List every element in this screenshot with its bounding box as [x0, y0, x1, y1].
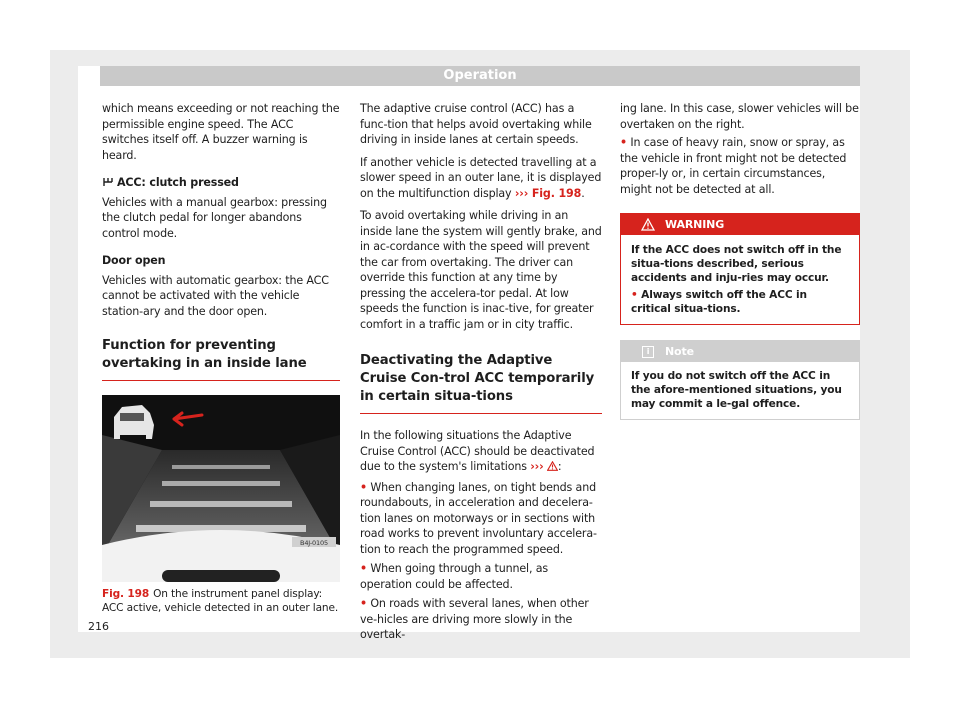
warning-box: [620, 213, 860, 325]
paragraph: [360, 428, 602, 475]
paragraph-text: If another vehicle is detected travelling at a slower speed in an outer lane, it is displayed on the multifunction display: [360, 155, 602, 200]
list-item-text: On roads with several lanes, when other ve-hicles are driving more slowly in the overtak-: [360, 597, 589, 641]
car-wheel-icon: [102, 177, 114, 187]
warning-triangle-icon: [547, 461, 558, 471]
page-header: Operation: [100, 66, 860, 86]
warning-list-item-text: Always switch off the ACC in critical situa-tions.: [631, 289, 807, 315]
figure-code: B4J-0105: [300, 539, 328, 547]
note-info-icon: i: [642, 346, 654, 358]
warning-text: If the ACC does not switch off in the situa-tions described, serious accidents and inju-ries may occur.: [631, 244, 842, 284]
list-item: [360, 596, 602, 643]
bullet-icon: •: [360, 597, 367, 610]
column-1: [102, 101, 340, 615]
list-item-text: When going through a tunnel, as operation could be affected.: [360, 562, 549, 591]
instrument-display-illustration: [102, 395, 340, 582]
paragraph: Vehicles with automatic gearbox: the ACC cannot be activated with the vehicle station-ary and the door open.: [102, 273, 329, 318]
warning-reference-link[interactable]: ›››: [530, 460, 544, 473]
paragraph: ing lane. In this case, slower vehicles will be overtaken on the right.: [620, 102, 859, 131]
clutch-subheading: [102, 175, 340, 191]
clutch-title: ACC: clutch pressed: [117, 176, 239, 189]
column-3: [620, 101, 860, 420]
figure-label: Fig. 198: [102, 588, 150, 600]
paragraph-end: .: [581, 186, 585, 200]
section-heading: Deactivating the Adaptive Cruise Con-trol ACC temporarily in certain situa-tions: [360, 352, 602, 414]
warning-title: WARNING: [665, 218, 725, 231]
warning-body: [621, 235, 859, 324]
warning-triangle-icon: [641, 218, 655, 231]
column-2: [360, 101, 602, 647]
paragraph: The adaptive cruise control (ACC) has a func-tion that helps avoid overtaking while driving in inside lanes at certain speeds.: [360, 102, 592, 146]
figure-caption: [102, 587, 340, 615]
list-item-text: In case of heavy rain, snow or spray, as the vehicle in front might not be detected proper-ly or, in certain circumstances, might not be detected at all.: [620, 136, 847, 196]
paragraph: To avoid overtaking while driving in an inside lane the system will gently brake, and in ac-cordance with the speed will prevent the car from overtaking. The driver can override this function at any time by pressing the accelera-tor pedal. At low speeds the function is inac-tive, for greater comfort in a traffic jam or in city traffic.: [360, 209, 602, 331]
list-item: [360, 561, 602, 592]
note-header: [621, 341, 859, 362]
bullet-icon: •: [620, 136, 627, 149]
paragraph-end: :: [557, 460, 562, 473]
note-box: [620, 340, 860, 420]
bullet-icon: •: [631, 289, 638, 301]
bullet-icon: •: [360, 562, 367, 575]
list-item-text: When changing lanes, on tight bends and roundabouts, in acceleration and decelera-tion lanes on motorways or in sections with road works to prevent involuntary accelera-tion to reach the programmed speed.: [360, 480, 597, 556]
note-title: Note: [665, 345, 694, 358]
paragraph-text: In the following situations the Adaptive Cruise Control (ACC) should be deactivated due to the system's limitations: [360, 429, 595, 473]
warning-header: [621, 214, 859, 235]
paragraph: [360, 155, 602, 202]
figure-image: [102, 395, 340, 582]
page-number: 216: [88, 620, 109, 633]
warning-list-item: [631, 288, 847, 316]
figure-caption-text: On the instrument panel display: ACC active, vehicle detected in an outer lane.: [102, 588, 339, 614]
note-body: If you do not switch off the ACC in the afore-mentioned situations, you may commit a le-gal offence.: [631, 370, 842, 410]
bullet-icon: •: [360, 480, 367, 494]
figure-reference-link[interactable]: ››› Fig. 198: [514, 186, 582, 200]
paragraph: Vehicles with a manual gearbox: pressing the clutch pedal for longer abandons control mode.: [102, 195, 327, 240]
section-heading: Function for preventing overtaking in an inside lane: [102, 337, 340, 381]
list-item: [360, 480, 602, 558]
list-item: [620, 135, 860, 197]
door-title: Door open: [102, 254, 166, 267]
paragraph: which means exceeding or not reaching the permissible engine speed. The ACC switches itself off. A buzzer warning is heard.: [102, 102, 340, 162]
